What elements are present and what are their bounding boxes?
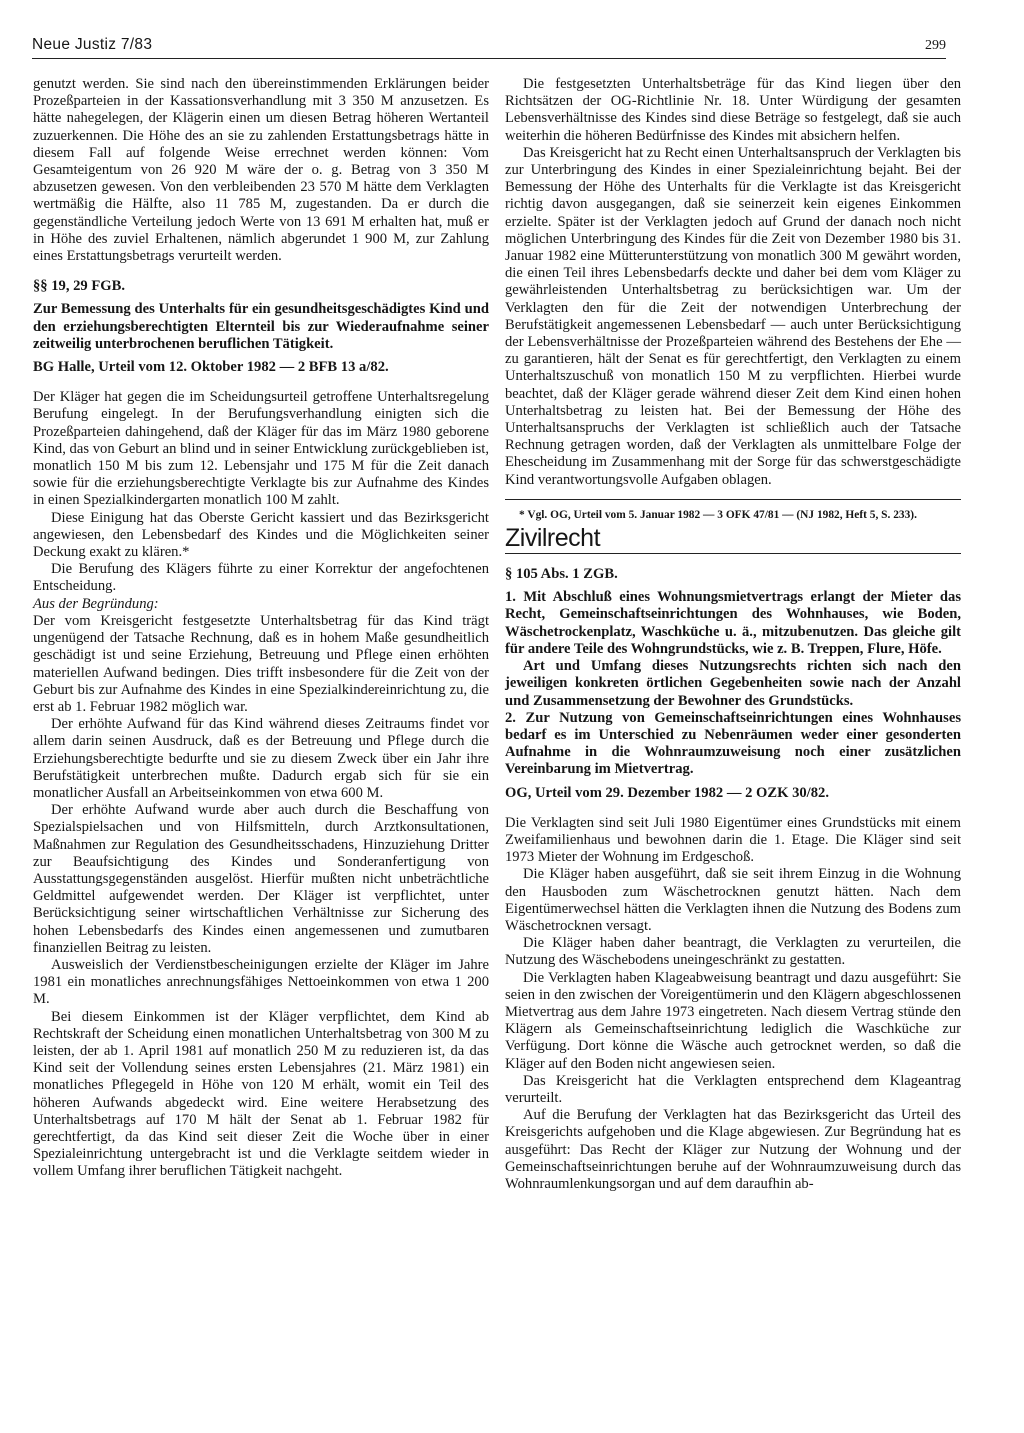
right-column xyxy=(505,76,961,1193)
page-header xyxy=(32,36,946,59)
paragraph: Die Verklagten sind seit Juli 1980 Eigentümer eines Grundstücks mit einem Zweifamilienhaus und bewohnen darin die 1. Etage. Die Kläger sind seit 1973 Mieter der Wohnung im Erdgeschoß. xyxy=(505,814,961,866)
paragraph: Die Kläger haben ausgeführt, daß sie seit ihrem Einzug in die Wohnung den Hausboden zum Wäschetrocknen genutzt hätten. Nach dem Eigentümerwechsel hätten die Verklagten ihnen die Nutzung des Bodens zum Wäschetrocknen versagt. xyxy=(505,866,961,934)
paragraph: Die Kläger haben daher beantragt, die Verklagten zu verurteilen, die Nutzung des Wäschebodens uneingeschränkt zu gestatten. xyxy=(505,935,961,969)
reasons-heading: Aus der Begründung: xyxy=(33,595,159,612)
paragraph: Ausweislich der Verdienstbescheinigungen erzielte der Kläger im Jahre 1981 ein monatliches anrechnungsfähiges Nettoeinkommen von etwa 1 200 M. xyxy=(33,956,489,1008)
journal-issue: Neue Justiz 7/83 xyxy=(32,36,153,53)
case-headnote: Zur Bemessung des Unterhalts für ein gesundheitsgeschädigtes Kind und den erziehungsberechtigten Elternteil bis zur Wiederaufnahme seiner zeitweilig unterbrochenen beruflichen Tätigkeit. xyxy=(33,301,489,352)
case-citation: OG, Urteil vom 29. Dezember 1982 — 2 OZK 30/82. xyxy=(505,784,829,801)
case-statute-reference: § 105 Abs. 1 ZGB. xyxy=(505,566,618,583)
left-column xyxy=(33,76,489,1181)
paragraph: Der Kläger hat gegen die im Scheidungsurteil getroffene Unterhaltsregelung Berufung eingelegt. In der Berufungsverhandlung einigten sich die Prozeßparteien dahingehend, daß der Kläger für das im März 1980 geborene Kind, das von Geburt an blind und in seiner Entwicklung zurückgeblieben ist, monatlich 150 M bis zum 12. Lebensjahr und 175 M für die Zeit danach sowie für die erziehungsberechtigte Verklagte bis zur Aufnahme des Kindes in einen Spezialkindergarten monatlich 100 M zahlt. xyxy=(33,389,489,509)
case-headnote: Art und Umfang dieses Nutzungsrechts richten sich nach den jeweiligen konkreten örtlichen Gegebenheiten sowie nach der Anzahl und Zusammensetzung der Bewohner des Grundstücks. xyxy=(505,658,961,709)
case-statute-reference: §§ 19, 29 FGB. xyxy=(33,278,126,295)
paragraph: Das Kreisgericht hat die Verklagten entsprechend dem Klageantrag verurteilt. xyxy=(505,1072,961,1106)
paragraph: Der erhöhte Aufwand für das Kind während dieses Zeitraums findet vor allem darin seinen Ausdruck, daß es der Betreuung und Pflege durch die Erziehungsberechtigte bedurfte und sie zu diesem Zweck über ein Jahr ihre Berufstätigkeit unterbrechen mußte. Dadurch ergab sich für sie ein monatlicher Ausfall an Arbeitseinkommen von etwa 600 M. xyxy=(33,716,489,801)
paragraph: Die Berufung des Klägers führte zu einer Korrektur der angefochtenen Entscheidung. xyxy=(33,561,489,595)
paragraph: Der erhöhte Aufwand wurde aber auch durch die Beschaffung von Spezialspielsachen und von Hilfsmitteln, durch Arztkonsultationen, Maßnahmen zur Regulation des Gesundheitsschadens, Hinzuziehung Dritter zur Beaufsichtigung des Kindes und Sonderanfertigung von Ausstattungsgegenständen ausgelöst. Hierfür mußten nicht unbeträchtliche Geldmittel aufgewendet werden. Der Kläger ist verpflichtet, unter Berücksichtigung seiner wirtschaftlichen Verhältnisse zur Sicherung des hohen Lebensbedarfs des Kindes einen angemessenen und zumutbaren finanziellen Beitrag zu leisten. xyxy=(33,802,489,956)
section-title: Zivilrecht xyxy=(505,530,961,554)
page-number: 299 xyxy=(925,38,946,53)
paragraph: Auf die Berufung der Verklagten hat das Bezirksgericht das Urteil des Kreisgerichts aufgehoben und die Klage abgewiesen. Zur Begründung hat es ausgeführt: Das Recht der Kläger zur Nutzung der Wohnung und der Gemeinschaftseinrichtungen beruhe auf der Wohnraumzuweisung durch das Wohnraumlenkungsorgan und auf dem daraufhin ab- xyxy=(505,1107,961,1192)
case-headnote: 1. Mit Abschluß eines Wohnungsmietvertrags erlangt der Mieter das Recht, Gemeinschaftseinrichtungen des Wohnhauses, wie Boden, Wäschetrockenplatz, Waschküche u. ä., mitzubenutzen. Das gleiche gilt für andere Teile des Wohngrundstücks, wie z. B. Treppen, Flure, Höfe. xyxy=(505,589,961,657)
paragraph: genutzt werden. Sie sind nach den übereinstimmenden Erklärungen beider Prozeßparteien in der Kassationsverhandlung mit 3 350 M anzusetzen. Es hätte nahegelegen, der Klägerin einen um diesen Betrag höheren Wertanteil zuzuerkennen. Die Höhe des an sie zu zahlenden Erstattungsbetrags hätte in diesem Fall auf folgende Weise errechnet werden können: Vom Gesamteigentum von 26 920 M wäre der o. g. Betrag von 3 350 M abzusetzen gewesen. Von den verbleibenden 23 570 M hätte dem Verklagten wertmäßig die Hälfte, also 11 785 M, zugestanden. Da er durch die gegenständliche Verteilung jedoch Werte von 13 691 M erhalten hat, muß er in Höhe des zuviel Erhaltenen, nämlich abgerundet 1 900 M, zur Zahlung eines Erstattungsbetrags verurteilt werden. xyxy=(33,76,489,265)
footnote-divider xyxy=(505,499,961,500)
paragraph: Diese Einigung hat das Oberste Gericht kassiert und das Bezirksgericht angewiesen, den Lebensbedarf des Kindes und die Möglichkeiten seiner Deckung exakt zu klären.* xyxy=(33,509,489,561)
paragraph: Bei diesem Einkommen ist der Kläger verpflichtet, dem Kind ab Rechtskraft der Scheidung einen monatlichen Unterhaltsbetrag von 300 M zu leisten, der ab 1. April 1981 auf monatlich 250 M zu reduzieren ist, da das Kind seit der Vollendung seines ersten Lebensjahres (21. März 1981) ein monatliches Pflegegeld in Höhe von 120 M erhält, womit ein Teil des höheren Aufwands abgedeckt wird. Eine weitere Herabsetzung des Unterhaltsbetrags auf 170 M hält der Senat ab 1. Februar 1982 für gerechtfertigt, da das Kind seit dieser Zeit die Woche über in einer Spezialeinrichtung untergebracht ist und die Verklagte seitdem wieder in vollem Umfang ihrer beruflichen Tätigkeit nachgeht. xyxy=(33,1008,489,1180)
case-citation: BG Halle, Urteil vom 12. Oktober 1982 — 2 BFB 13 a/82. xyxy=(33,359,389,376)
paragraph: Die festgesetzten Unterhaltsbeträge für das Kind liegen über den Richtsätzen der OG-Richtlinie Nr. 18. Unter Würdigung der gesamten Lebensverhältnisse des Kindes sind diese Beträge so festgelegt, daß sie auch weiterhin die höheren Bedürfnisse des Kindes mit absichern helfen. xyxy=(505,76,961,144)
paragraph: Die Verklagten haben Klageabweisung beantragt und dazu ausgeführt: Sie seien in den zwischen der Voreigentümerin und den Klägern abgeschlossenen Mietvertrag aus dem Jahre 1973 eingetreten. Nach diesem Vertrag stünde den Klägern als Gemeinschaftseinrichtung lediglich die Waschküche zur Verfügung. Dort könne die Wäsche auch getrocknet werden, so daß die Kläger auf den Boden nicht angewiesen seien. xyxy=(505,969,961,1072)
case-headnote: 2. Zur Nutzung von Gemeinschaftseinrichtungen eines Wohnhauses bedarf es im Unterschied zu Nebenräumen weder einer gesonderten Aufnahme in die Wohnraumzuweisung noch einer zusätzlichen Vereinbarung im Mietvertrag. xyxy=(505,709,961,778)
footnote: * Vgl. OG, Urteil vom 5. Januar 1982 — 3 OFK 47/81 — (NJ 1982, Heft 5, S. 233). xyxy=(519,508,917,521)
paragraph: Das Kreisgericht hat zu Recht einen Unterhaltsanspruch der Verklagten bis zur Unterbringung des Kindes in einer Spezialeinrichtung bejaht. Bei der Bemessung der Höhe des Unterhalts für die Verklagte ist das Kreisgericht richtig davon ausgegangen, daß sie seinerzeit kein eigenes Einkommen erzielte. Später ist der Verklagten jedoch auf Grund der danach noch nicht möglichen Unterbringung des Kindes für die Zeit von Dezember 1980 bis 31. Januar 1982 eine Mütterunterstützung von monatlich 300 M gewährt worden, die einen Teil ihres Lebensbedarfs deckte und daher bei dem vom Kläger zu gewährleistenden Unterhaltsbetrag zu berücksichtigen war. Um der Verklagten den für die Zeit der notwendigen Unterbrechung der Berufstätigkeit angemessenen Lebensbedarf — auch unter Berücksichtigung der Lebensverhältnisse der Prozeßparteien während des Bestehens der Ehe — zu garantieren, hält der Senat es für gerechtfertigt, den Verklagten zu einem Unterhaltszuschuß von monatlich 150 M zu verpflichten. Hierbei wurde beachtet, daß der Kläger gerade während dieser Zeit dem Kind einen hohen Unterhaltsbetrag zu leisten hat. Bei der Bemessung der Höhe des Unterhaltsanspruchs der Verklagten ist schließlich auch der Tatsache Rechnung getragen worden, daß der Verklagten als unmittelbare Folge der Ehescheidung im Zusammenhang mit der Sorge für das schwerstgeschädigte Kind verantwortungsvolle Aufgaben oblagen. xyxy=(505,144,961,488)
paragraph: Der vom Kreisgericht festgesetzte Unterhaltsbetrag für das Kind trägt ungenügend der Tatsache Rechnung, daß es in hohem Maße gesundheitlich geschädigt ist und seine Erziehung, Betreuung und Pflege einen erhöhten materiellen Aufwand bedingen. Dies trifft insbesondere für die Zeit von der Geburt bis zur Aufnahme des Kindes in eine Spezialkindereinrichtung zu, die erst ab 1. Februar 1982 möglich war. xyxy=(33,612,489,715)
